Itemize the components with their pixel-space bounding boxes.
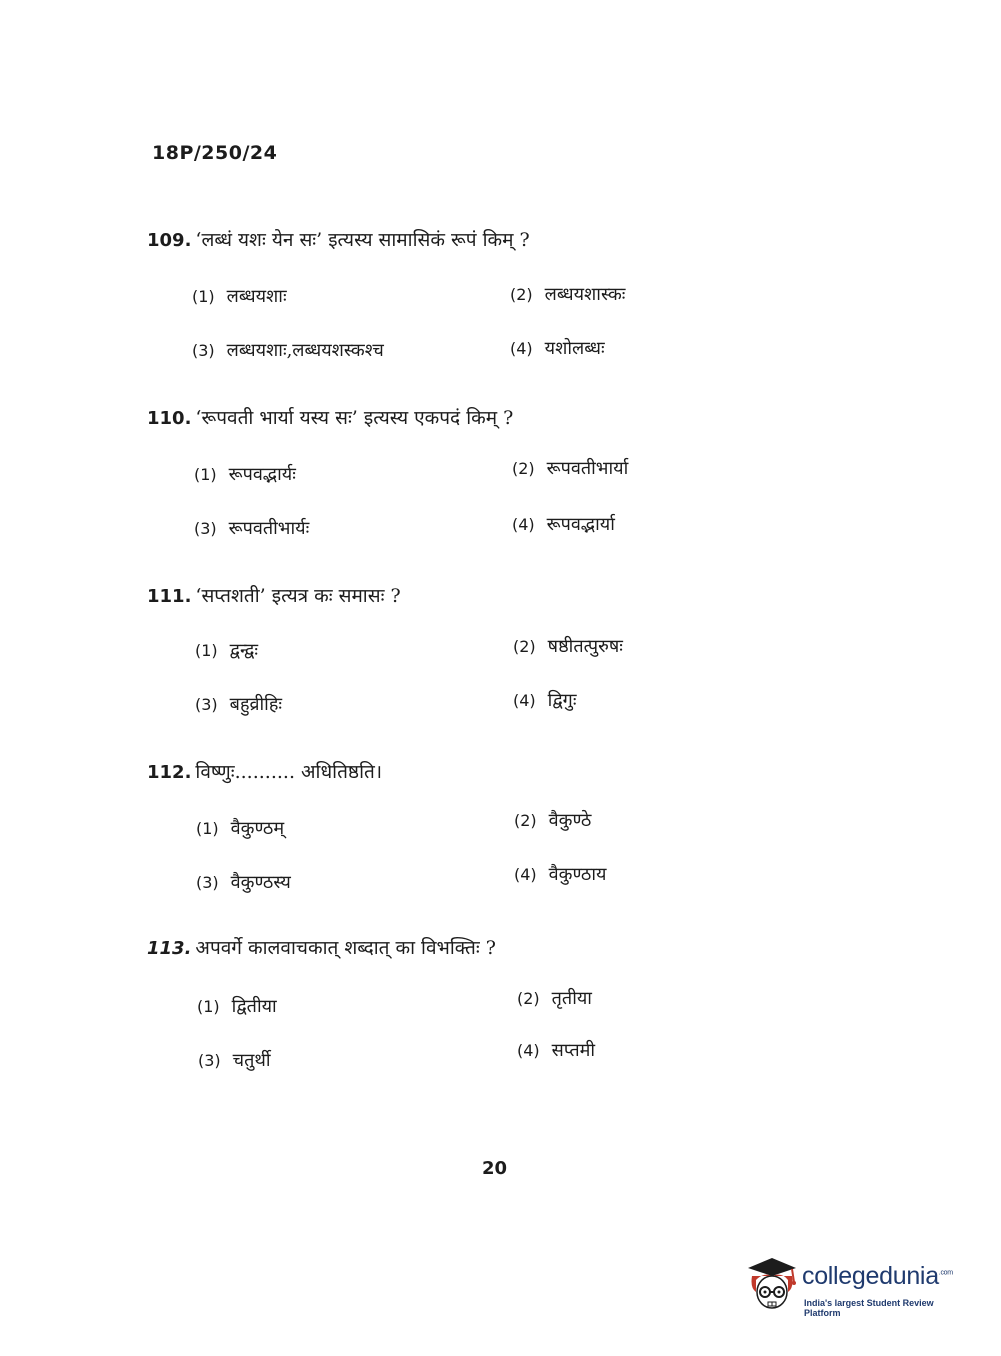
graduate-mascot-icon — [742, 1254, 800, 1316]
option-text: चतुर्थी — [232, 1050, 271, 1071]
option-number: (1) — [197, 997, 220, 1016]
option-number: (4) — [517, 1041, 540, 1060]
option-text: वैकुण्ठम् — [230, 818, 285, 839]
option-number: (1) — [194, 465, 217, 484]
option-number: (2) — [513, 637, 536, 656]
option-number: (1) — [195, 641, 218, 660]
question-number: 112. — [147, 762, 192, 783]
option-4 — [513, 688, 576, 712]
option-3 — [195, 692, 282, 716]
page-number: 20 — [482, 1158, 508, 1179]
option-1 — [192, 284, 287, 308]
question-110 — [147, 404, 867, 430]
option-text: रूपवद्भार्या — [546, 514, 615, 535]
option-text: लब्धयशाः — [226, 286, 287, 307]
option-number: (2) — [514, 811, 537, 830]
option-1 — [195, 638, 258, 662]
question-number: 110. — [147, 408, 192, 429]
option-text: रूपवद्भार्यः — [228, 464, 296, 485]
option-text: रूपवतीभार्या — [546, 458, 629, 479]
option-text: सप्तमी — [551, 1040, 596, 1061]
option-text: वैकुण्ठस्य — [230, 872, 291, 893]
option-number: (3) — [198, 1051, 221, 1070]
option-3 — [198, 1048, 271, 1072]
option-2 — [510, 282, 625, 306]
option-number: (3) — [194, 519, 217, 538]
option-3 — [196, 870, 291, 894]
option-number: (2) — [510, 285, 533, 304]
option-number: (2) — [512, 459, 535, 478]
question-text: ‘रूपवती भार्या यस्य सः’ इत्यस्य एकपदं किम् ? — [195, 407, 514, 429]
option-text: रूपवतीभार्यः — [228, 518, 310, 539]
question-113 — [147, 934, 867, 960]
option-1 — [194, 462, 296, 486]
option-text: वैकुण्ठे — [548, 810, 592, 831]
option-text: द्वन्द्वः — [229, 640, 259, 661]
question-109 — [147, 226, 867, 252]
option-number: (4) — [512, 515, 535, 534]
question-text: ‘लब्धं यशः येन सः’ इत्यस्य सामासिकं रूपं किम् ? — [195, 229, 530, 251]
option-number: (4) — [513, 691, 536, 710]
option-text: लब्धयशाः,लब्धयशस्कश्च — [226, 340, 384, 361]
option-text: द्विगुः — [547, 690, 577, 711]
question-number: 109. — [147, 230, 192, 251]
option-number: (3) — [196, 873, 219, 892]
question-111 — [147, 582, 867, 608]
option-3 — [194, 516, 309, 540]
option-number: (1) — [192, 287, 215, 306]
option-number: (4) — [510, 339, 533, 358]
option-text: लब्धयशास्कः — [544, 284, 626, 305]
option-number: (2) — [517, 989, 540, 1008]
option-4 — [510, 336, 605, 360]
option-2 — [512, 456, 628, 480]
question-text: विष्णुः.......... अधितिष्ठति। — [195, 761, 383, 783]
brand-suffix: .com — [938, 1269, 953, 1277]
option-1 — [196, 816, 284, 840]
option-text: द्वितीया — [231, 996, 277, 1017]
brand-name — [802, 1262, 953, 1291]
brand-tagline: India's largest Student Review Platform — [804, 1298, 934, 1318]
option-text: वैकुण्ठाय — [548, 864, 607, 885]
option-4 — [512, 512, 615, 536]
option-number: (4) — [514, 865, 537, 884]
question-number: 111. — [147, 586, 192, 607]
question-text: अपवर्गे कालवाचकात् शब्दात् का विभक्तिः ? — [195, 937, 496, 959]
question-112 — [147, 758, 867, 784]
option-3 — [192, 338, 384, 362]
paper-code: 18P/250/24 — [152, 142, 278, 164]
option-number: (3) — [192, 341, 215, 360]
option-1 — [197, 994, 277, 1018]
brand-wordmark: collegedunia — [802, 1262, 939, 1290]
option-number: (1) — [196, 819, 219, 838]
option-text: तृतीया — [551, 988, 592, 1009]
option-number: (3) — [195, 695, 218, 714]
collegedunia-watermark — [742, 1254, 972, 1316]
option-2 — [514, 808, 591, 832]
option-2 — [517, 986, 592, 1010]
question-number: 113. — [147, 938, 192, 959]
option-text: बहुव्रीहिः — [229, 694, 283, 715]
option-4 — [514, 862, 606, 886]
option-text: षष्ठीतत्पुरुषः — [547, 636, 623, 657]
question-text: ‘सप्तशती’ इत्यत्र कः समासः ? — [195, 585, 401, 607]
option-4 — [517, 1038, 595, 1062]
option-text: यशोलब्धः — [544, 338, 605, 359]
option-2 — [513, 634, 623, 658]
